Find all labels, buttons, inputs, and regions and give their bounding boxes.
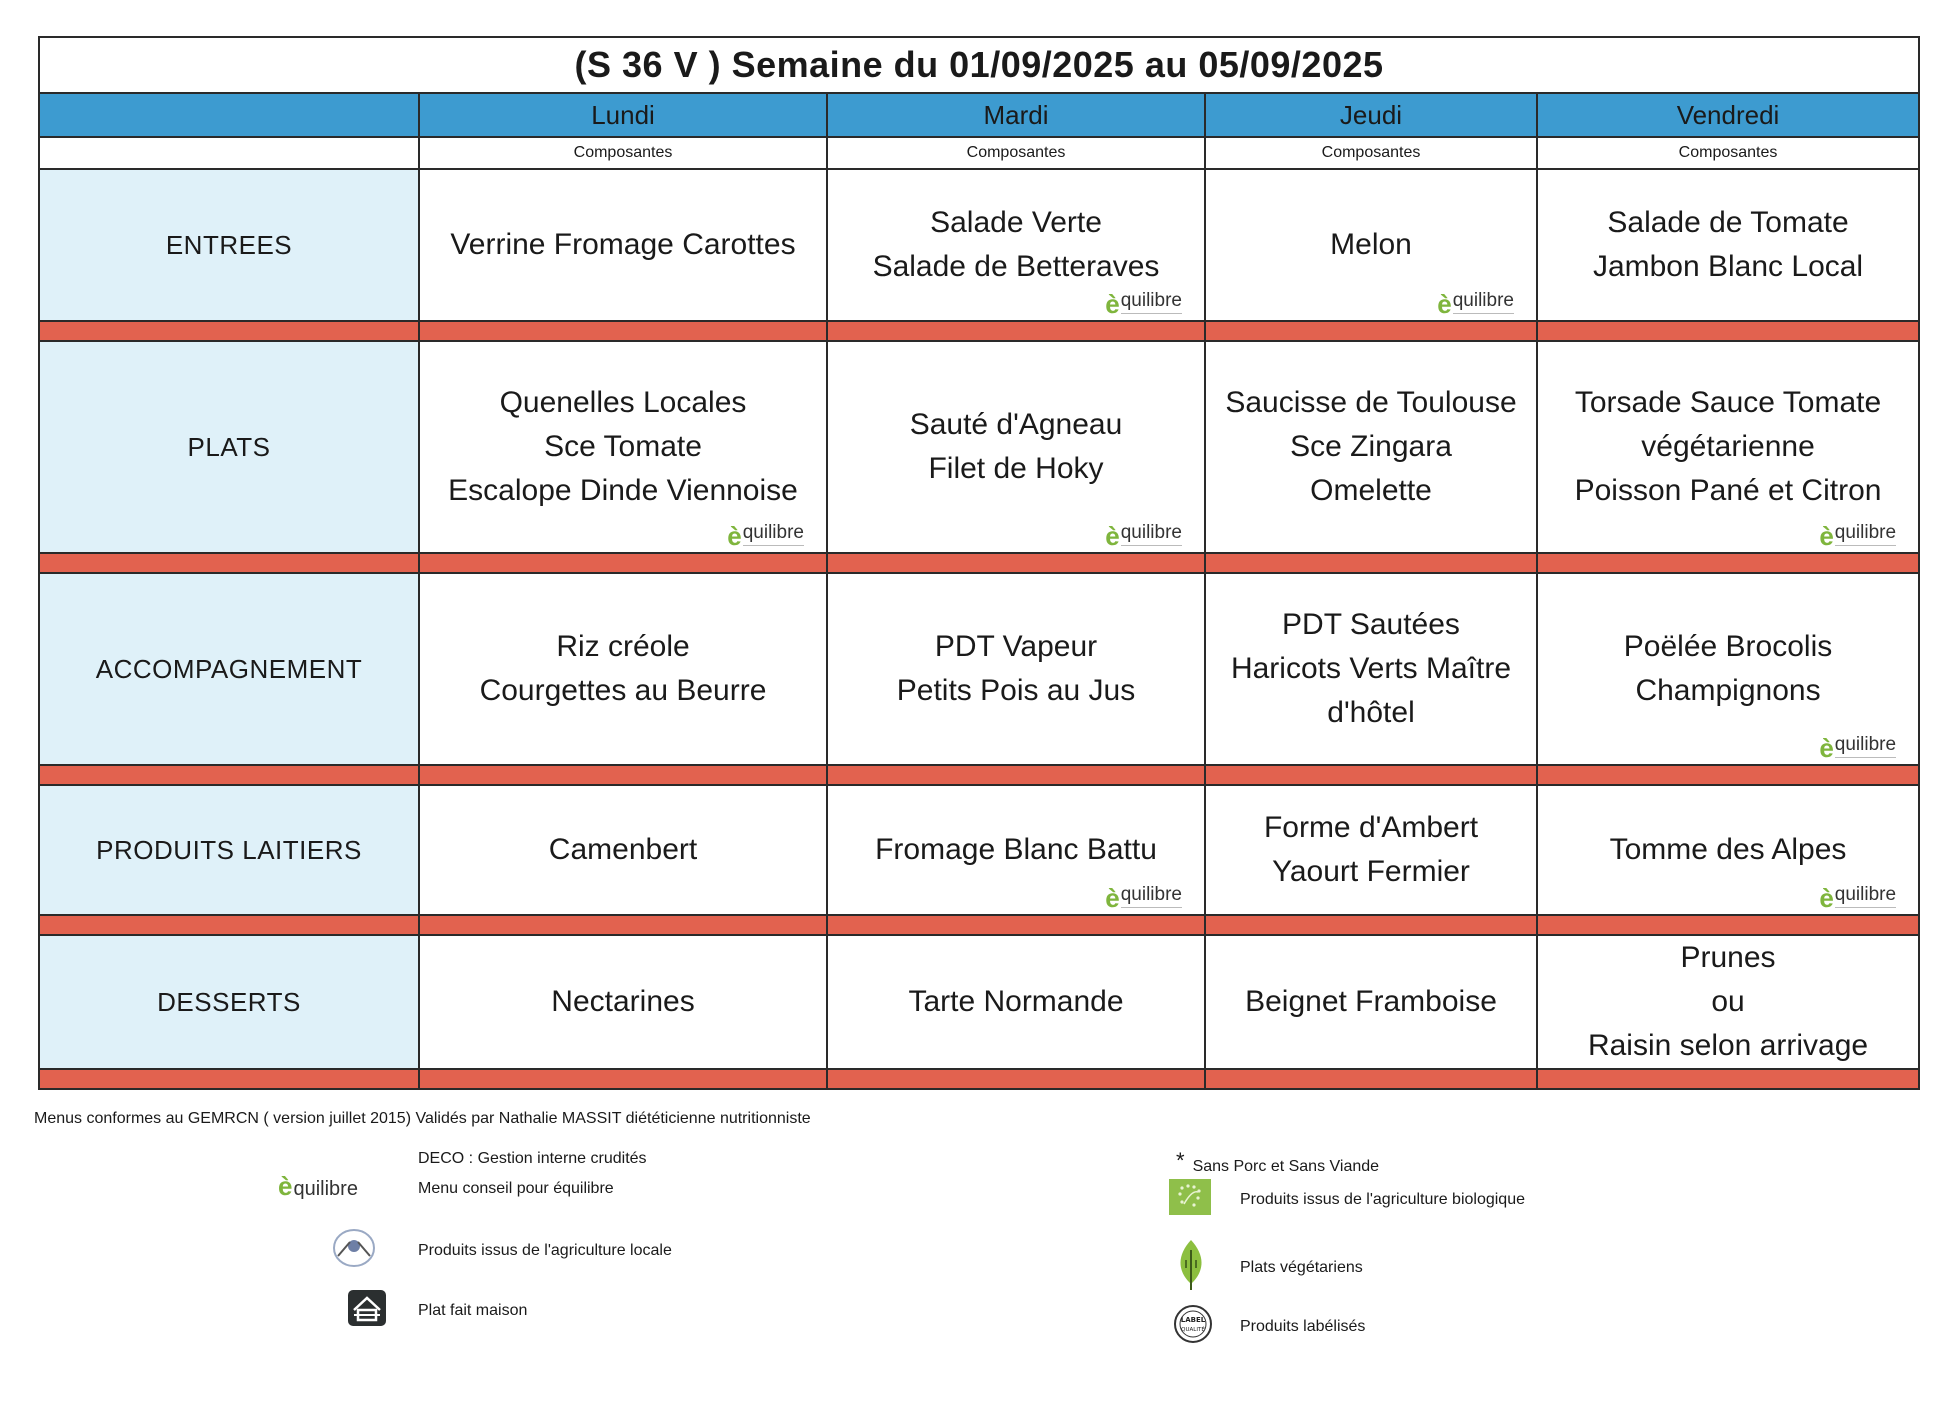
- separator-band: [1205, 1069, 1537, 1089]
- separator-band: [827, 765, 1205, 785]
- separator-band: [39, 765, 419, 785]
- menu-cell-entrees-vendredi: [1537, 169, 1919, 321]
- dish-list: [828, 828, 1204, 872]
- equilibre-legend-text: Menu conseil pour équilibre: [418, 1179, 614, 1197]
- separator-band: [419, 553, 827, 573]
- dish-name: d'hôtel: [1327, 696, 1415, 729]
- dish-name: Omelette: [1310, 474, 1432, 507]
- legend-sans-porc: [1176, 1148, 1380, 1180]
- subheader-corner: [39, 137, 419, 169]
- dish-list: [828, 201, 1204, 289]
- separator-band: [1537, 765, 1919, 785]
- separator-band: [419, 765, 827, 785]
- dish-list: [420, 828, 826, 872]
- composantes-label: Composantes: [419, 137, 827, 169]
- dish-name: Champignons: [1635, 674, 1821, 707]
- sans-porc-legend-text: Sans Porc et Sans Viande: [1192, 1158, 1380, 1175]
- category-label: ACCOMPAGNEMENT: [39, 573, 419, 765]
- separator-band: [1537, 1069, 1919, 1089]
- dish-list: [1206, 603, 1536, 735]
- row-separator: [39, 765, 1919, 785]
- dish-name: Raisin selon arrivage: [1587, 1029, 1869, 1062]
- dish-name: Tarte Normande: [908, 985, 1124, 1018]
- menu-cell-entrees-lundi: [419, 169, 827, 321]
- equilibre-logo-icon: è quilibre: [1819, 733, 1897, 763]
- menu-cell-plats-mardi: [827, 341, 1205, 553]
- dish-name: Salade de Betteraves: [872, 250, 1160, 283]
- dish-list: [1538, 201, 1918, 289]
- menu-table: [38, 36, 1920, 1090]
- dish-name: Quenelles Locales: [499, 386, 747, 419]
- week-title: (S 36 V ) Semaine du 01/09/2025 au 05/09/2025: [39, 37, 1919, 93]
- separator-band: [39, 1069, 419, 1089]
- separator-band: [827, 915, 1205, 935]
- vegetarien-legend-text: Plats végétariens: [1240, 1258, 1363, 1276]
- equilibre-logo-icon: è quilibre: [1105, 289, 1182, 319]
- menu-sheet: [38, 36, 1918, 1090]
- equilibre-logo-icon: è quilibre: [1819, 883, 1897, 913]
- dish-name: végétarienne: [1641, 430, 1815, 463]
- dish-list: [1206, 980, 1536, 1024]
- composantes-label: Composantes: [1537, 137, 1919, 169]
- dish-name: Haricots Verts Maître: [1230, 652, 1512, 685]
- dish-name: Nectarines: [551, 985, 695, 1018]
- composantes-label: Composantes: [827, 137, 1205, 169]
- legend-deco: [418, 1150, 647, 1168]
- dish-name: Verrine Fromage Carottes: [450, 228, 796, 261]
- composantes-label: Composantes: [1205, 137, 1537, 169]
- menu-cell-produits-laitiers-lundi: [419, 785, 827, 915]
- separator-band: [827, 1069, 1205, 1089]
- menu-cell-entrees-jeudi: [1205, 169, 1537, 321]
- svg-text:QUALITÉ: QUALITÉ: [1181, 1327, 1205, 1333]
- dish-name: Yaourt Fermier: [1272, 855, 1470, 888]
- legend-locale: [330, 1226, 672, 1275]
- bio-legend-text: Produits issus de l'agriculture biologique: [1240, 1190, 1525, 1208]
- dish-name: Fromage Blanc Battu: [875, 833, 1157, 866]
- header-corner: [39, 93, 419, 137]
- dish-name: Beignet Framboise: [1245, 985, 1497, 1018]
- legend-label: [1170, 1304, 1365, 1349]
- separator-band: [1205, 915, 1537, 935]
- dish-list: [420, 381, 826, 513]
- dish-name: Camenbert: [548, 833, 698, 866]
- dish-name: Salade Verte: [930, 206, 1102, 239]
- equilibre-logo-icon: è quilibre: [1437, 289, 1514, 319]
- separator-band: [1205, 553, 1537, 573]
- menu-row-entrees: [39, 169, 1919, 321]
- quality-label-icon: [1170, 1304, 1240, 1349]
- separator-band: [419, 915, 827, 935]
- dish-list: [1206, 381, 1536, 513]
- separator-band: [827, 553, 1205, 573]
- legend-footer: [34, 1110, 1914, 1390]
- day-header-jeudi: Jeudi: [1205, 93, 1537, 137]
- menu-cell-accompagnement-jeudi: [1205, 573, 1537, 765]
- separator-band: [1205, 321, 1537, 341]
- menu-cell-produits-laitiers-vendredi: [1537, 785, 1919, 915]
- menu-cell-produits-laitiers-jeudi: [1205, 785, 1537, 915]
- category-label: DESSERTS: [39, 935, 419, 1069]
- menu-cell-accompagnement-lundi: [419, 573, 827, 765]
- row-separator: [39, 553, 1919, 573]
- menu-cell-accompagnement-mardi: [827, 573, 1205, 765]
- dish-list: [420, 625, 826, 713]
- separator-band: [1537, 553, 1919, 573]
- equilibre-logo-icon: è quilibre: [1105, 521, 1182, 551]
- menu-cell-produits-laitiers-mardi: [827, 785, 1205, 915]
- separator-band: [827, 321, 1205, 341]
- day-header-vendredi: Vendredi: [1537, 93, 1919, 137]
- homemade-icon: [346, 1288, 418, 1333]
- dish-list: [1538, 381, 1918, 513]
- menu-row-accompagnement: [39, 573, 1919, 765]
- dish-list: [1206, 223, 1536, 267]
- separator-band: [1537, 915, 1919, 935]
- dish-name: Sce Zingara: [1290, 430, 1452, 463]
- svg-text:LABEL: LABEL: [1180, 1316, 1206, 1324]
- menu-row-desserts: [39, 935, 1919, 1069]
- dish-name: Tomme des Alpes: [1609, 833, 1847, 866]
- menu-row-plats: [39, 341, 1919, 553]
- dish-name: Sce Tomate: [544, 430, 702, 463]
- menu-cell-plats-vendredi: [1537, 341, 1919, 553]
- separator-band: [39, 553, 419, 573]
- dish-name: Filet de Hoky: [928, 452, 1104, 485]
- legend-vegetarien: [1174, 1238, 1363, 1297]
- menu-cell-plats-lundi: [419, 341, 827, 553]
- menu-body: [39, 169, 1919, 1089]
- separator-band: [1537, 321, 1919, 341]
- local-agriculture-icon: [330, 1226, 418, 1275]
- menu-cell-desserts-lundi: [419, 935, 827, 1069]
- dish-name: PDT Sautées: [1282, 608, 1460, 641]
- dish-name: Forme d'Ambert: [1263, 811, 1479, 844]
- dish-name: Petits Pois au Jus: [896, 674, 1136, 707]
- organic-leaf-icon: [1168, 1178, 1240, 1221]
- dish-list: [828, 625, 1204, 713]
- legend-equilibre: [278, 1171, 614, 1201]
- separator-band: [419, 321, 827, 341]
- legend-bio: [1168, 1178, 1525, 1221]
- dish-list: [1206, 806, 1536, 894]
- dish-name: Riz créole: [556, 630, 690, 663]
- menu-cell-accompagnement-vendredi: [1537, 573, 1919, 765]
- menu-cell-plats-jeudi: [1205, 341, 1537, 553]
- compliance-note: Menus conformes au GEMRCN ( version juillet 2015) Validés par Nathalie MASSIT diététicienne nutritionniste: [34, 1110, 811, 1127]
- dish-list: [420, 980, 826, 1024]
- dish-name: PDT Vapeur: [934, 630, 1098, 663]
- menu-cell-desserts-mardi: [827, 935, 1205, 1069]
- dish-list: [1538, 936, 1918, 1068]
- dish-list: [828, 980, 1204, 1024]
- menu-cell-entrees-mardi: [827, 169, 1205, 321]
- label-legend-text: Produits labélisés: [1240, 1317, 1366, 1335]
- row-separator: [39, 915, 1919, 935]
- dish-name: Escalope Dinde Viennoise: [448, 474, 798, 507]
- separator-band: [39, 321, 419, 341]
- star-symbol: *: [1176, 1148, 1185, 1173]
- category-label: PRODUITS LAITIERS: [39, 785, 419, 915]
- dish-name: Saucisse de Toulouse: [1225, 386, 1517, 419]
- deco-text: DECO : Gestion interne crudités: [418, 1150, 647, 1167]
- dish-name: Torsade Sauce Tomate: [1574, 386, 1882, 419]
- separator-band: [1205, 765, 1537, 785]
- day-header-mardi: Mardi: [827, 93, 1205, 137]
- menu-cell-desserts-jeudi: [1205, 935, 1537, 1069]
- dish-list: [1538, 828, 1918, 872]
- dish-name: Melon: [1330, 228, 1412, 261]
- row-separator: [39, 321, 1919, 341]
- equilibre-logo-icon: è quilibre: [1105, 883, 1182, 913]
- dish-name: Courgettes au Beurre: [479, 674, 767, 707]
- dish-name: Sauté d'Agneau: [909, 408, 1123, 441]
- locale-legend-text: Produits issus de l'agriculture locale: [418, 1241, 672, 1259]
- dish-name: Poisson Pané et Citron: [1574, 474, 1882, 507]
- dish-name: Poëlée Brocolis: [1623, 630, 1833, 663]
- equilibre-logo-icon: è quilibre: [1819, 521, 1897, 551]
- day-header-lundi: Lundi: [419, 93, 827, 137]
- dish-list: [828, 403, 1204, 491]
- dish-name: Jambon Blanc Local: [1592, 250, 1864, 283]
- row-separator: [39, 1069, 1919, 1089]
- dish-name: ou: [1711, 985, 1745, 1018]
- dish-name: Salade de Tomate: [1607, 206, 1849, 239]
- maison-legend-text: Plat fait maison: [418, 1301, 528, 1319]
- separator-band: [419, 1069, 827, 1089]
- menu-cell-desserts-vendredi: [1537, 935, 1919, 1069]
- separator-band: [39, 915, 419, 935]
- category-label: ENTREES: [39, 169, 419, 321]
- dish-name: Prunes: [1680, 941, 1776, 974]
- equilibre-logo-icon: èquilibre: [278, 1171, 358, 1201]
- vegetarian-leaf-icon: [1174, 1238, 1240, 1297]
- dish-list: [420, 223, 826, 267]
- menu-row-produits-laitiers: [39, 785, 1919, 915]
- legend-maison: [346, 1288, 527, 1333]
- category-label: PLATS: [39, 341, 419, 553]
- equilibre-logo-icon: è quilibre: [727, 521, 804, 551]
- dish-list: [1538, 625, 1918, 713]
